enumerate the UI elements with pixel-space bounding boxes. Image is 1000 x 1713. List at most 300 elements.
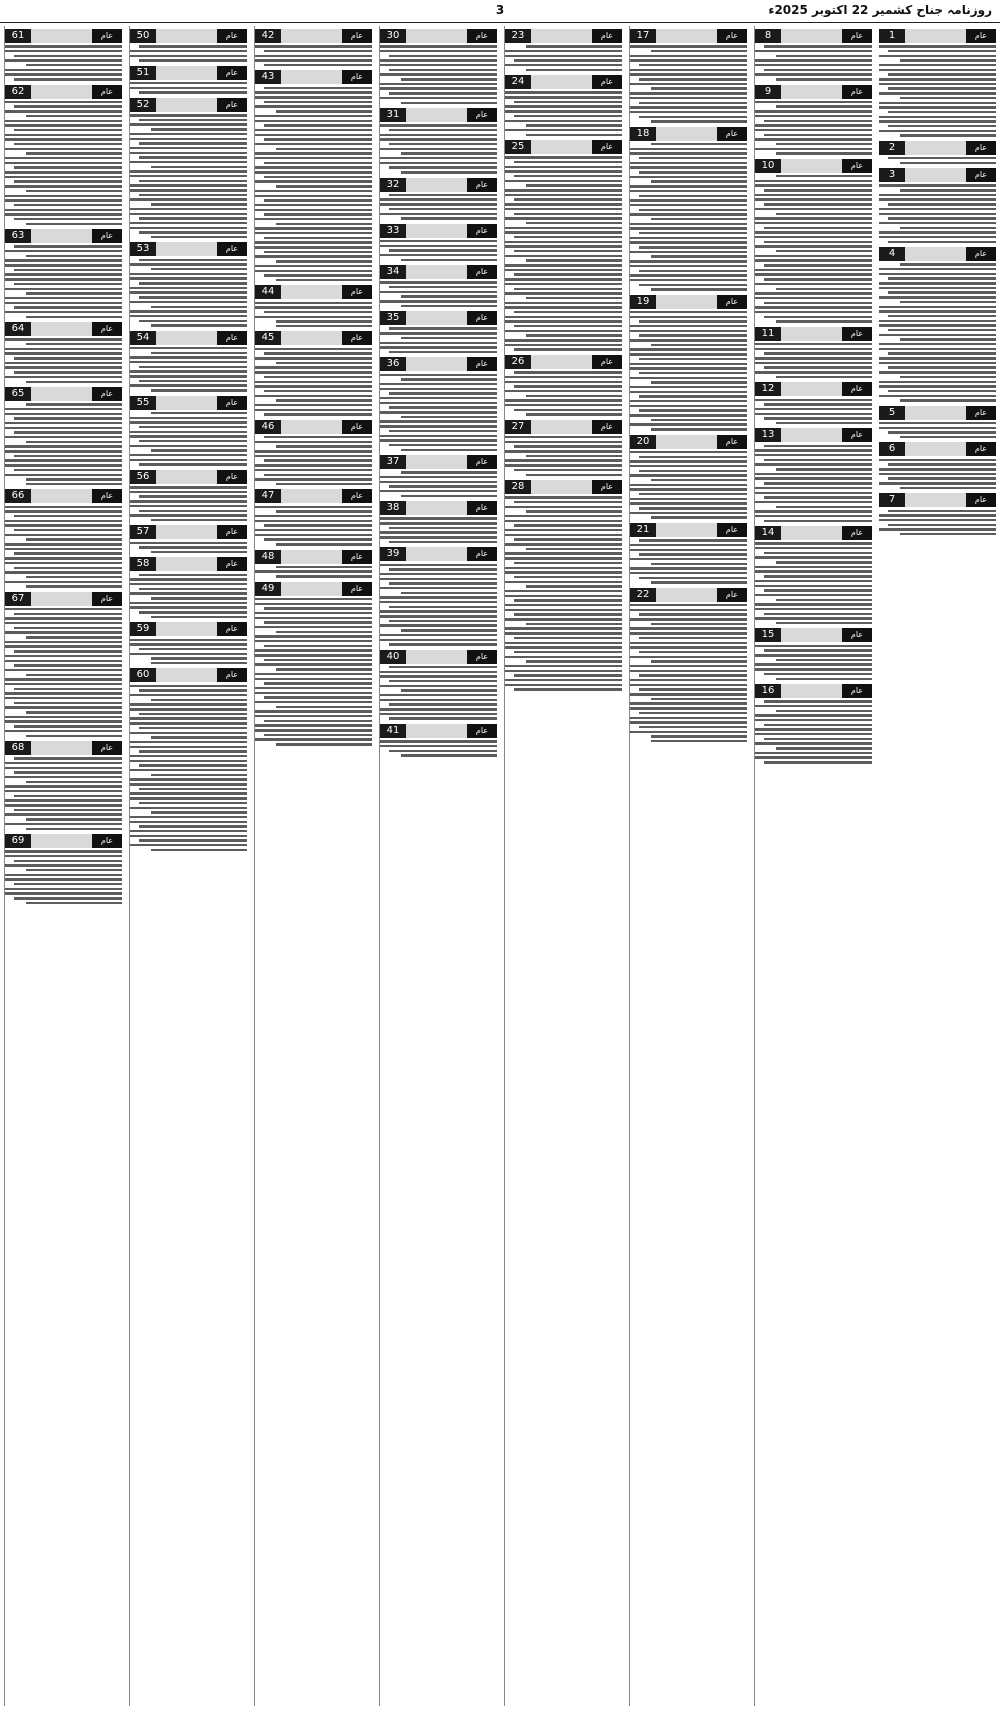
text-line <box>26 343 122 345</box>
text-line <box>130 138 247 140</box>
text-line <box>879 184 996 186</box>
text-line <box>130 310 247 312</box>
text-line <box>255 692 372 694</box>
notice-heading: عام <box>217 29 247 43</box>
text-line <box>380 481 497 483</box>
text-line <box>380 425 497 427</box>
text-line <box>26 576 122 578</box>
text-line <box>401 337 497 339</box>
text-line <box>776 143 872 145</box>
text-line <box>755 408 872 410</box>
notice-heading: عام <box>842 327 872 341</box>
notice-header-bar <box>130 622 247 636</box>
text-line <box>514 562 622 564</box>
text-line <box>5 138 122 140</box>
text-line <box>651 344 747 346</box>
notice-text <box>879 263 996 401</box>
text-line <box>755 138 872 140</box>
text-line <box>651 563 747 565</box>
text-line <box>514 674 622 676</box>
text-line <box>5 850 122 852</box>
notice-header-bar <box>380 224 497 238</box>
text-line <box>888 431 996 433</box>
text-line <box>776 468 872 470</box>
notice-item <box>755 684 872 764</box>
text-line <box>888 291 996 293</box>
text-line <box>900 399 996 401</box>
text-line <box>130 347 247 349</box>
text-line <box>14 664 122 666</box>
notice-number: 7 <box>879 493 905 507</box>
text-line <box>505 278 622 280</box>
text-line <box>276 445 372 447</box>
text-line <box>5 645 122 647</box>
notice-number: 26 <box>505 355 531 369</box>
text-line <box>26 403 122 405</box>
notice-text <box>380 327 497 353</box>
text-line <box>639 246 747 248</box>
text-line <box>130 653 247 655</box>
text-line <box>888 329 996 331</box>
notice-number: 39 <box>380 547 406 561</box>
text-line <box>130 147 247 149</box>
text-line <box>130 807 247 809</box>
text-line <box>505 632 622 634</box>
text-line <box>879 83 996 85</box>
text-line <box>26 152 122 154</box>
text-line <box>255 455 372 457</box>
text-line <box>755 129 872 131</box>
text-line <box>526 69 622 71</box>
text-line <box>630 693 747 695</box>
notice-number: 55 <box>130 396 156 410</box>
text-line <box>14 455 122 457</box>
text-line <box>505 227 622 229</box>
text-line <box>505 64 622 66</box>
notice-number: 46 <box>255 420 281 434</box>
text-line <box>888 73 996 75</box>
text-line <box>879 208 996 210</box>
text-line <box>5 678 122 680</box>
text-line <box>255 366 372 368</box>
text-line <box>276 260 372 262</box>
text-line <box>764 278 872 280</box>
text-line <box>5 534 122 536</box>
text-line <box>526 297 622 299</box>
notice-number: 10 <box>755 159 781 173</box>
text-line <box>526 660 622 662</box>
notice-heading: عام <box>342 420 372 434</box>
notice-header-bar <box>5 29 122 43</box>
text-line <box>755 357 872 359</box>
notice-header-bar <box>755 526 872 540</box>
notice-header-bar <box>130 668 247 682</box>
notice-item <box>130 98 247 239</box>
notice-item <box>130 622 247 664</box>
notice-header-bar <box>130 525 247 539</box>
notice-number: 41 <box>380 724 406 738</box>
text-line <box>630 512 747 514</box>
text-line <box>630 59 747 61</box>
text-line <box>255 316 372 318</box>
text-line <box>255 570 372 572</box>
text-line <box>755 566 872 568</box>
text-line <box>514 651 622 653</box>
notice-heading: عام <box>92 489 122 503</box>
notice-text <box>879 184 996 243</box>
text-line <box>755 705 872 707</box>
notice-column <box>254 26 372 1706</box>
text-line <box>255 450 372 452</box>
text-line <box>5 101 122 103</box>
text-line <box>389 129 497 131</box>
text-line <box>264 376 372 378</box>
text-line <box>380 675 497 677</box>
text-line <box>151 551 247 553</box>
notice-item <box>505 140 622 351</box>
text-line <box>380 374 497 376</box>
text-line <box>505 208 622 210</box>
text-line <box>505 217 622 219</box>
notice-header-bar <box>130 98 247 112</box>
notice-header-bar <box>5 592 122 606</box>
text-line <box>264 162 372 164</box>
text-line <box>139 380 247 382</box>
text-line <box>5 510 122 512</box>
text-line <box>401 754 497 756</box>
text-line <box>630 488 747 490</box>
text-line <box>5 110 122 112</box>
text-line <box>639 493 747 495</box>
notice-text <box>255 348 372 416</box>
text-line <box>380 59 497 61</box>
text-line <box>526 585 622 587</box>
text-line <box>630 152 747 154</box>
text-line <box>764 69 872 71</box>
notice-header-bar <box>5 489 122 503</box>
text-line <box>14 613 122 615</box>
text-line <box>14 725 122 727</box>
text-line <box>776 561 872 563</box>
text-line <box>505 302 622 304</box>
text-line <box>639 395 747 397</box>
notice-number: 27 <box>505 420 531 434</box>
text-line <box>630 707 747 709</box>
text-line <box>505 571 622 573</box>
text-line <box>630 721 747 723</box>
text-line <box>755 311 872 313</box>
notice-item <box>380 455 497 497</box>
text-line <box>5 259 122 261</box>
notice-text <box>755 45 872 80</box>
text-line <box>151 203 247 205</box>
notice-item <box>879 493 996 535</box>
text-line <box>776 320 872 322</box>
text-line <box>26 869 122 871</box>
notice-text <box>5 245 122 318</box>
text-line <box>630 83 747 85</box>
text-line <box>630 204 747 206</box>
notice-number: 16 <box>755 684 781 698</box>
text-line <box>776 506 872 508</box>
notice-heading: عام <box>592 140 622 154</box>
notice-number: 32 <box>380 178 406 192</box>
text-line <box>401 689 497 691</box>
text-line <box>380 522 497 524</box>
text-line <box>755 413 872 415</box>
text-line <box>755 719 872 721</box>
text-line <box>130 708 247 710</box>
text-line <box>879 459 996 461</box>
text-line <box>776 747 872 749</box>
notice-heading: عام <box>467 357 497 371</box>
text-line <box>139 180 247 182</box>
notice-text <box>130 639 247 665</box>
notice-header-bar <box>879 493 996 507</box>
text-line <box>764 575 872 577</box>
notice-number: 23 <box>505 29 531 43</box>
text-line <box>14 357 122 359</box>
text-line <box>5 209 122 211</box>
notice-text <box>630 604 747 742</box>
text-line <box>255 157 372 159</box>
text-line <box>630 400 747 402</box>
text-line <box>255 603 372 605</box>
text-line <box>380 134 497 136</box>
text-line <box>505 515 622 517</box>
text-line <box>151 128 247 130</box>
notice-item <box>380 501 497 543</box>
text-line <box>900 338 996 340</box>
text-line <box>639 102 747 104</box>
text-line <box>755 64 872 66</box>
notice-heading: عام <box>592 29 622 43</box>
text-line <box>380 388 497 390</box>
text-line <box>26 902 122 904</box>
text-line <box>255 232 372 234</box>
text-line <box>514 445 622 447</box>
notice-text <box>380 471 497 497</box>
text-line <box>380 740 497 742</box>
notice-header-bar <box>630 523 747 537</box>
notice-heading: عام <box>592 75 622 89</box>
notice-header-bar <box>630 435 747 449</box>
text-line <box>900 97 996 99</box>
notice-number: 43 <box>255 70 281 84</box>
notice-item <box>755 628 872 680</box>
text-line <box>630 679 747 681</box>
text-line <box>755 570 872 572</box>
text-line <box>651 516 747 518</box>
text-line <box>5 874 122 876</box>
text-line <box>755 259 872 261</box>
notice-column <box>379 26 497 1706</box>
text-line <box>380 291 497 293</box>
notice-heading: عام <box>92 834 122 848</box>
text-line <box>130 184 247 186</box>
text-line <box>755 477 872 479</box>
text-line <box>505 180 622 182</box>
text-line <box>130 741 247 743</box>
text-line <box>380 411 497 413</box>
text-line <box>380 745 497 747</box>
text-line <box>255 348 372 350</box>
text-line <box>130 732 247 734</box>
text-line <box>505 557 622 559</box>
text-line <box>764 552 872 554</box>
notice-item <box>755 85 872 155</box>
text-line <box>264 413 372 415</box>
text-line <box>130 454 247 456</box>
notice-item <box>879 141 996 164</box>
text-line <box>389 249 497 251</box>
text-line <box>764 673 872 675</box>
text-line <box>505 96 622 98</box>
text-line <box>130 291 247 293</box>
text-line <box>130 222 247 224</box>
text-line <box>151 849 247 851</box>
text-line <box>879 306 996 308</box>
text-line <box>630 460 747 462</box>
text-line <box>630 656 747 658</box>
text-line <box>630 717 747 719</box>
text-line <box>5 59 122 61</box>
text-line <box>879 348 996 350</box>
text-line <box>380 615 497 617</box>
text-line <box>14 552 122 554</box>
text-line <box>755 473 872 475</box>
notice-number: 28 <box>505 480 531 494</box>
notice-heading: عام <box>842 684 872 698</box>
text-line <box>755 124 872 126</box>
text-line <box>389 392 497 394</box>
notice-text <box>255 302 372 328</box>
notice-heading: عام <box>467 178 497 192</box>
notice-text <box>380 281 497 307</box>
text-line <box>139 440 247 442</box>
text-line <box>888 510 996 512</box>
notice-heading: عام <box>966 141 996 155</box>
text-line <box>255 506 372 508</box>
text-line <box>380 587 497 589</box>
text-line <box>139 119 247 121</box>
notice-text <box>505 496 622 691</box>
text-line <box>380 573 497 575</box>
text-line <box>255 534 372 536</box>
text-line <box>630 92 747 94</box>
text-line <box>5 524 122 526</box>
text-line <box>5 543 122 545</box>
notice-item <box>755 382 872 424</box>
notice-item <box>630 127 747 291</box>
text-line <box>255 204 372 206</box>
text-line <box>14 283 122 285</box>
notice-header-bar <box>5 834 122 848</box>
text-line <box>505 609 622 611</box>
text-line <box>5 264 122 266</box>
notice-heading: عام <box>92 322 122 336</box>
text-line <box>505 390 622 392</box>
notice-text <box>130 685 247 851</box>
text-line <box>264 436 372 438</box>
text-line <box>139 588 247 590</box>
text-line <box>151 389 247 391</box>
text-line <box>755 180 872 182</box>
notice-item <box>755 29 872 81</box>
notice-header-bar <box>755 29 872 43</box>
text-line <box>630 213 747 215</box>
text-line <box>505 552 622 554</box>
notice-item <box>505 420 622 476</box>
notice-item <box>755 526 872 624</box>
text-line <box>526 510 622 512</box>
notice-number: 61 <box>5 29 31 43</box>
text-line <box>630 665 747 667</box>
notice-header-bar <box>5 229 122 243</box>
text-line <box>639 553 747 555</box>
notice-header-bar <box>505 355 622 369</box>
page-number: 3 <box>495 3 505 17</box>
text-line <box>514 198 622 200</box>
text-line <box>505 679 622 681</box>
text-line <box>755 231 872 233</box>
text-line <box>130 685 247 687</box>
text-line <box>630 251 747 253</box>
text-line <box>26 64 122 66</box>
notice-header-bar <box>755 684 872 698</box>
text-line <box>139 750 247 752</box>
text-line <box>380 254 497 256</box>
notice-item <box>380 108 497 174</box>
text-line <box>5 823 122 825</box>
text-line <box>639 320 747 322</box>
text-line <box>5 297 122 299</box>
text-line <box>5 776 122 778</box>
notice-item <box>130 331 247 392</box>
text-line <box>130 797 247 799</box>
text-line <box>276 566 372 568</box>
text-line <box>26 735 122 737</box>
text-line <box>639 157 747 159</box>
text-line <box>630 367 747 369</box>
notice-text <box>380 374 497 451</box>
notice-text <box>255 87 372 282</box>
notice-text <box>255 598 372 746</box>
text-line <box>130 435 247 437</box>
notice-header-bar <box>380 265 497 279</box>
text-line <box>514 115 622 117</box>
notice-header-bar <box>380 501 497 515</box>
text-line <box>5 185 122 187</box>
text-line <box>151 699 247 701</box>
text-line <box>505 450 622 452</box>
text-line <box>776 78 872 80</box>
text-line <box>651 660 747 662</box>
text-line <box>14 245 122 247</box>
text-line <box>888 524 996 526</box>
notice-text <box>380 194 497 220</box>
text-line <box>514 348 622 350</box>
text-line <box>630 604 747 606</box>
text-line <box>255 171 372 173</box>
text-line <box>139 802 247 804</box>
text-line <box>755 50 872 52</box>
notice-header-bar <box>630 588 747 602</box>
text-line <box>14 218 122 220</box>
notice-heading: عام <box>342 582 372 596</box>
text-line <box>14 702 122 704</box>
text-line <box>255 687 372 689</box>
